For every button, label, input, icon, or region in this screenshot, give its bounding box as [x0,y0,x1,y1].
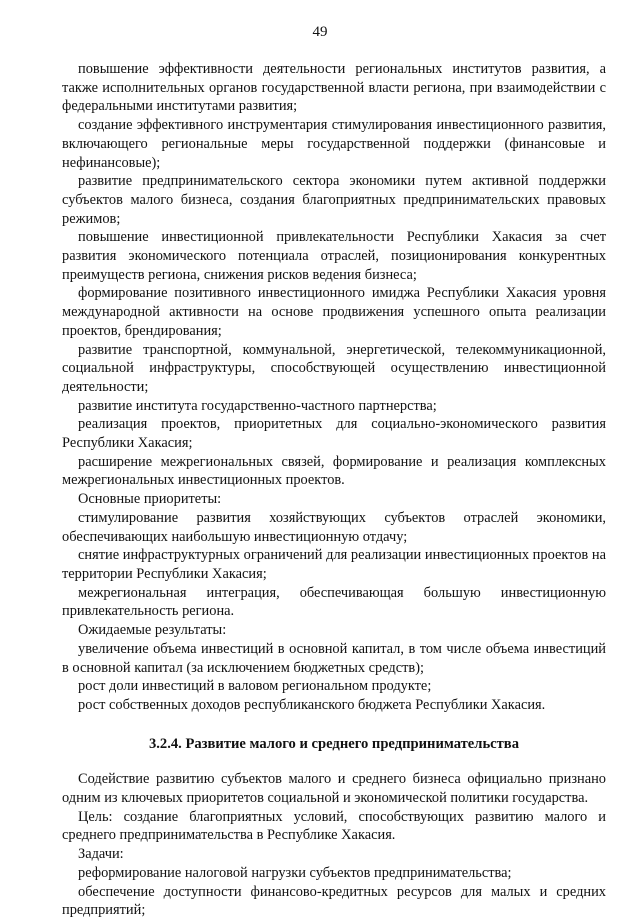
paragraph: обеспечение доступности финансово-кредитных ресурсов для малых и средних предприятий; [62,883,606,919]
paragraph: реформирование налоговой нагрузки субъектов предпринимательства; [78,864,512,881]
paragraph: снятие инфраструктурных ограничений для реализации инвестиционных проектов на территории Республики Хакасия; [62,547,606,582]
paragraph: развитие предпринимательского сектора экономики путем активной поддержки субъектов малого бизнеса, создания благоприятных предпринимательских правовых режимов; [62,173,606,227]
paragraph: рост доли инвестиций в валовом региональном продукте; [78,678,432,695]
paragraph: рост собственных доходов республиканского бюджета Республики Хакасия. [78,696,546,713]
paragraph: Цель: создание благоприятных условий, способствующих развитию малого и среднего предпринимательства в Республике Хакасия. [62,808,606,844]
expected-results-label: Ожидаемые результаты: [78,622,227,639]
paragraph: стимулирование развития хозяйствующих субъектов отраслей экономики, обеспечивающих наибольшую инвестиционную отдачу; [62,509,606,545]
paragraph: развитие транспортной, коммунальной, энергетической, телекоммуникационной, социальной инфраструктуры, способствующей осуществлению инвестиционной деятельности; [62,341,606,395]
paragraph: повышение инвестиционной привлекательности Республики Хакасия за счет развития экономического потенциала отраслей, позиционирования конкурентных преимуществ региона, снижения рисков ведения бизнеса; [62,229,606,283]
paragraph: межрегиональная интеграция, обеспечивающая большую инвестиционную привлекательность региона. [62,584,606,620]
paragraph: Содействие развитию субъектов малого и среднего бизнеса официально признано одним из ключевых приоритетов социальной и экономической политики государства. [62,771,606,807]
paragraph: повышение эффективности деятельности региональных институтов развития, а также исполнительных органов государственной власти региона, при взаимодействии с федеральными институтами развития; [62,61,606,115]
paragraph: увеличение объема инвестиций в основной капитал, в том числе объема инвестиций в основной капитал (за исключением бюджетных средств); [62,640,606,676]
tasks-label: Задачи: [78,846,124,863]
priorities-label: Основные приоритеты: [78,491,222,508]
paragraph: реализация проектов, приоритетных для социально-экономического развития Республики Хакасия; [62,416,606,452]
paragraph: расширение межрегиональных связей, формирование и реализация комплексных межрегиональных инвестиционных проектов. [62,453,606,489]
section-heading: 3.2.4. Развитие малого и среднего предпринимательства [148,735,519,752]
paragraph: создание эффективного инструментария стимулирования инвестиционного развития, включающего региональные меры государственной поддержки (финансовые и нефинансовые); [62,117,606,171]
page-number: 49 [312,24,328,40]
paragraph: развитие института государственно-частного партнерства; [78,397,437,414]
document-body [62,60,606,920]
paragraph: формирование позитивного инвестиционного имиджа Республики Хакасия уровня международной активности на основе продвижения успешного опыта реализации проектов, брендирования; [62,285,606,339]
